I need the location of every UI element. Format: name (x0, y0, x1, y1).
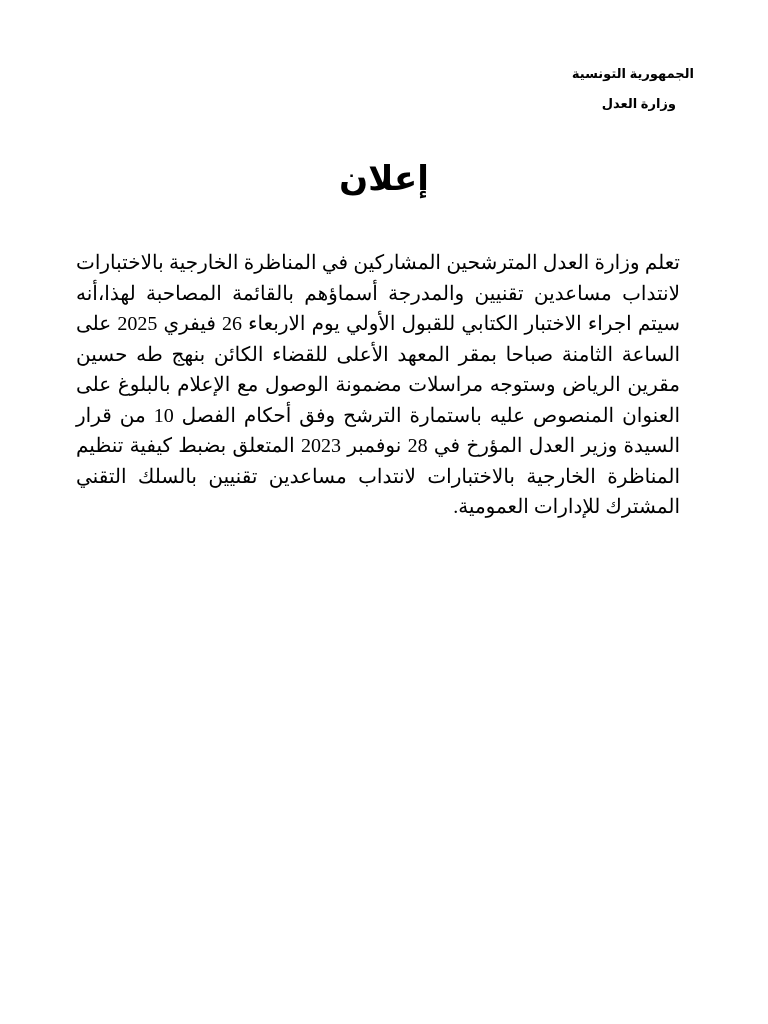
header-ministry: وزارة العدل (601, 96, 676, 111)
announcement-title: إعلان (339, 159, 429, 199)
announcement-body: تعلم وزارة العدل المترشحين المشاركين في المناظرة الخارجية بالاختبارات لانتداب مساعدين تقنيين والمدرجة أسماؤهم بالقائمة المصاحبة لهذا،أنه سيتم اجراء الاختبار الكتابي للقبول الأولي يوم الاربعاء 26 فيفري 2025 على الساعة الثامنة صباحا بمقر المعهد الأعلى للقضاء الكائن بنهج طه حسين مقرين الرياض وستوجه مراسلات مضمونة الوصول مع الإعلام بالبلوغ على العنوان المنصوص عليه باستمارة الترشح وفق أحكام الفصل 10 من قرار السيدة وزير العدل المؤرخ في 28 نوفمبر 2023 المتعلق بضبط كيفية تنظيم المناظرة الخارجية بالاختبارات لانتداب مساعدين تقنيين بالسلك التقني المشترك للإدارات العمومية. (76, 252, 681, 518)
header-country: الجمهورية التونسية (571, 66, 694, 81)
